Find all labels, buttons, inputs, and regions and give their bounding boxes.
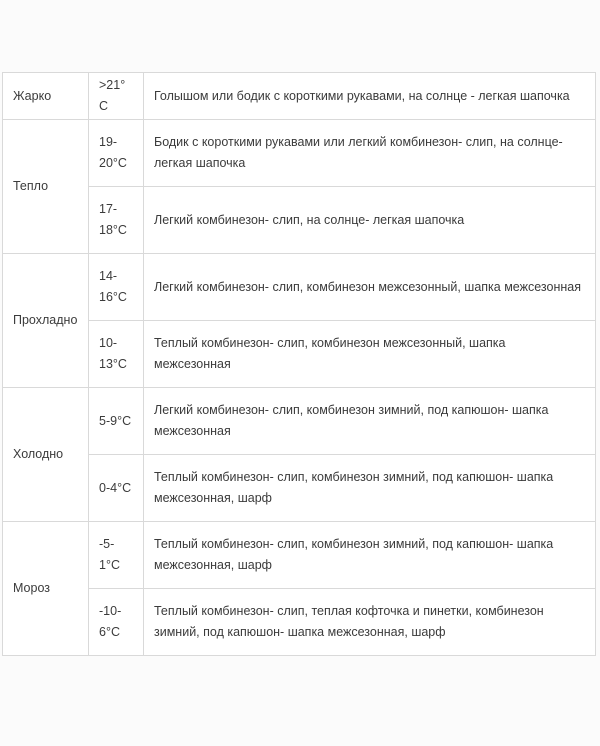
table-row [3,455,596,522]
clothing-cell: Теплый комбинезон- слип, комбинезон зимний, под капюшон- шапка межсезонная, шарф [144,455,596,522]
table-row [3,254,596,321]
temperature-cell: -10-6°C [89,589,144,656]
clothing-temperature-table [2,72,596,656]
temperature-cell: 10-13°C [89,321,144,388]
clothing-cell: Бодик с короткими рукавами или легкий комбинезон- слип, на солнце- легкая шапочка [144,120,596,187]
clothing-cell: Легкий комбинезон- слип, комбинезон зимний, под капюшон- шапка межсезонная [144,388,596,455]
table-row [3,321,596,388]
temperature-cell: >21°C [89,73,144,120]
condition-cell: Жарко [3,73,89,120]
table-row [3,187,596,254]
clothing-cell: Голышом или бодик с короткими рукавами, на солнце - легкая шапочка [144,73,596,120]
clothing-cell: Теплый комбинезон- слип, комбинезон межсезонный, шапка межсезонная [144,321,596,388]
table-row [3,589,596,656]
temperature-cell: 17-18°C [89,187,144,254]
temperature-cell: 0-4°C [89,455,144,522]
table-row [3,388,596,455]
temperature-cell: 5-9°C [89,388,144,455]
condition-cell: Тепло [3,120,89,254]
temperature-cell: 19-20°C [89,120,144,187]
temperature-cell: 14-16°C [89,254,144,321]
condition-cell: Холодно [3,388,89,522]
table-row [3,73,596,120]
clothing-cell: Теплый комбинезон- слип, теплая кофточка и пинетки, комбинезон зимний, под капюшон- шапка межсезонная, шарф [144,589,596,656]
table-row [3,522,596,589]
clothing-cell: Теплый комбинезон- слип, комбинезон зимний, под капюшон- шапка межсезонная, шарф [144,522,596,589]
clothing-cell: Легкий комбинезон- слип, комбинезон межсезонный, шапка межсезонная [144,254,596,321]
temperature-cell: -5-1°C [89,522,144,589]
clothing-cell: Легкий комбинезон- слип, на солнце- легкая шапочка [144,187,596,254]
condition-cell: Мороз [3,522,89,656]
condition-cell: Прохладно [3,254,89,388]
table-row [3,120,596,187]
